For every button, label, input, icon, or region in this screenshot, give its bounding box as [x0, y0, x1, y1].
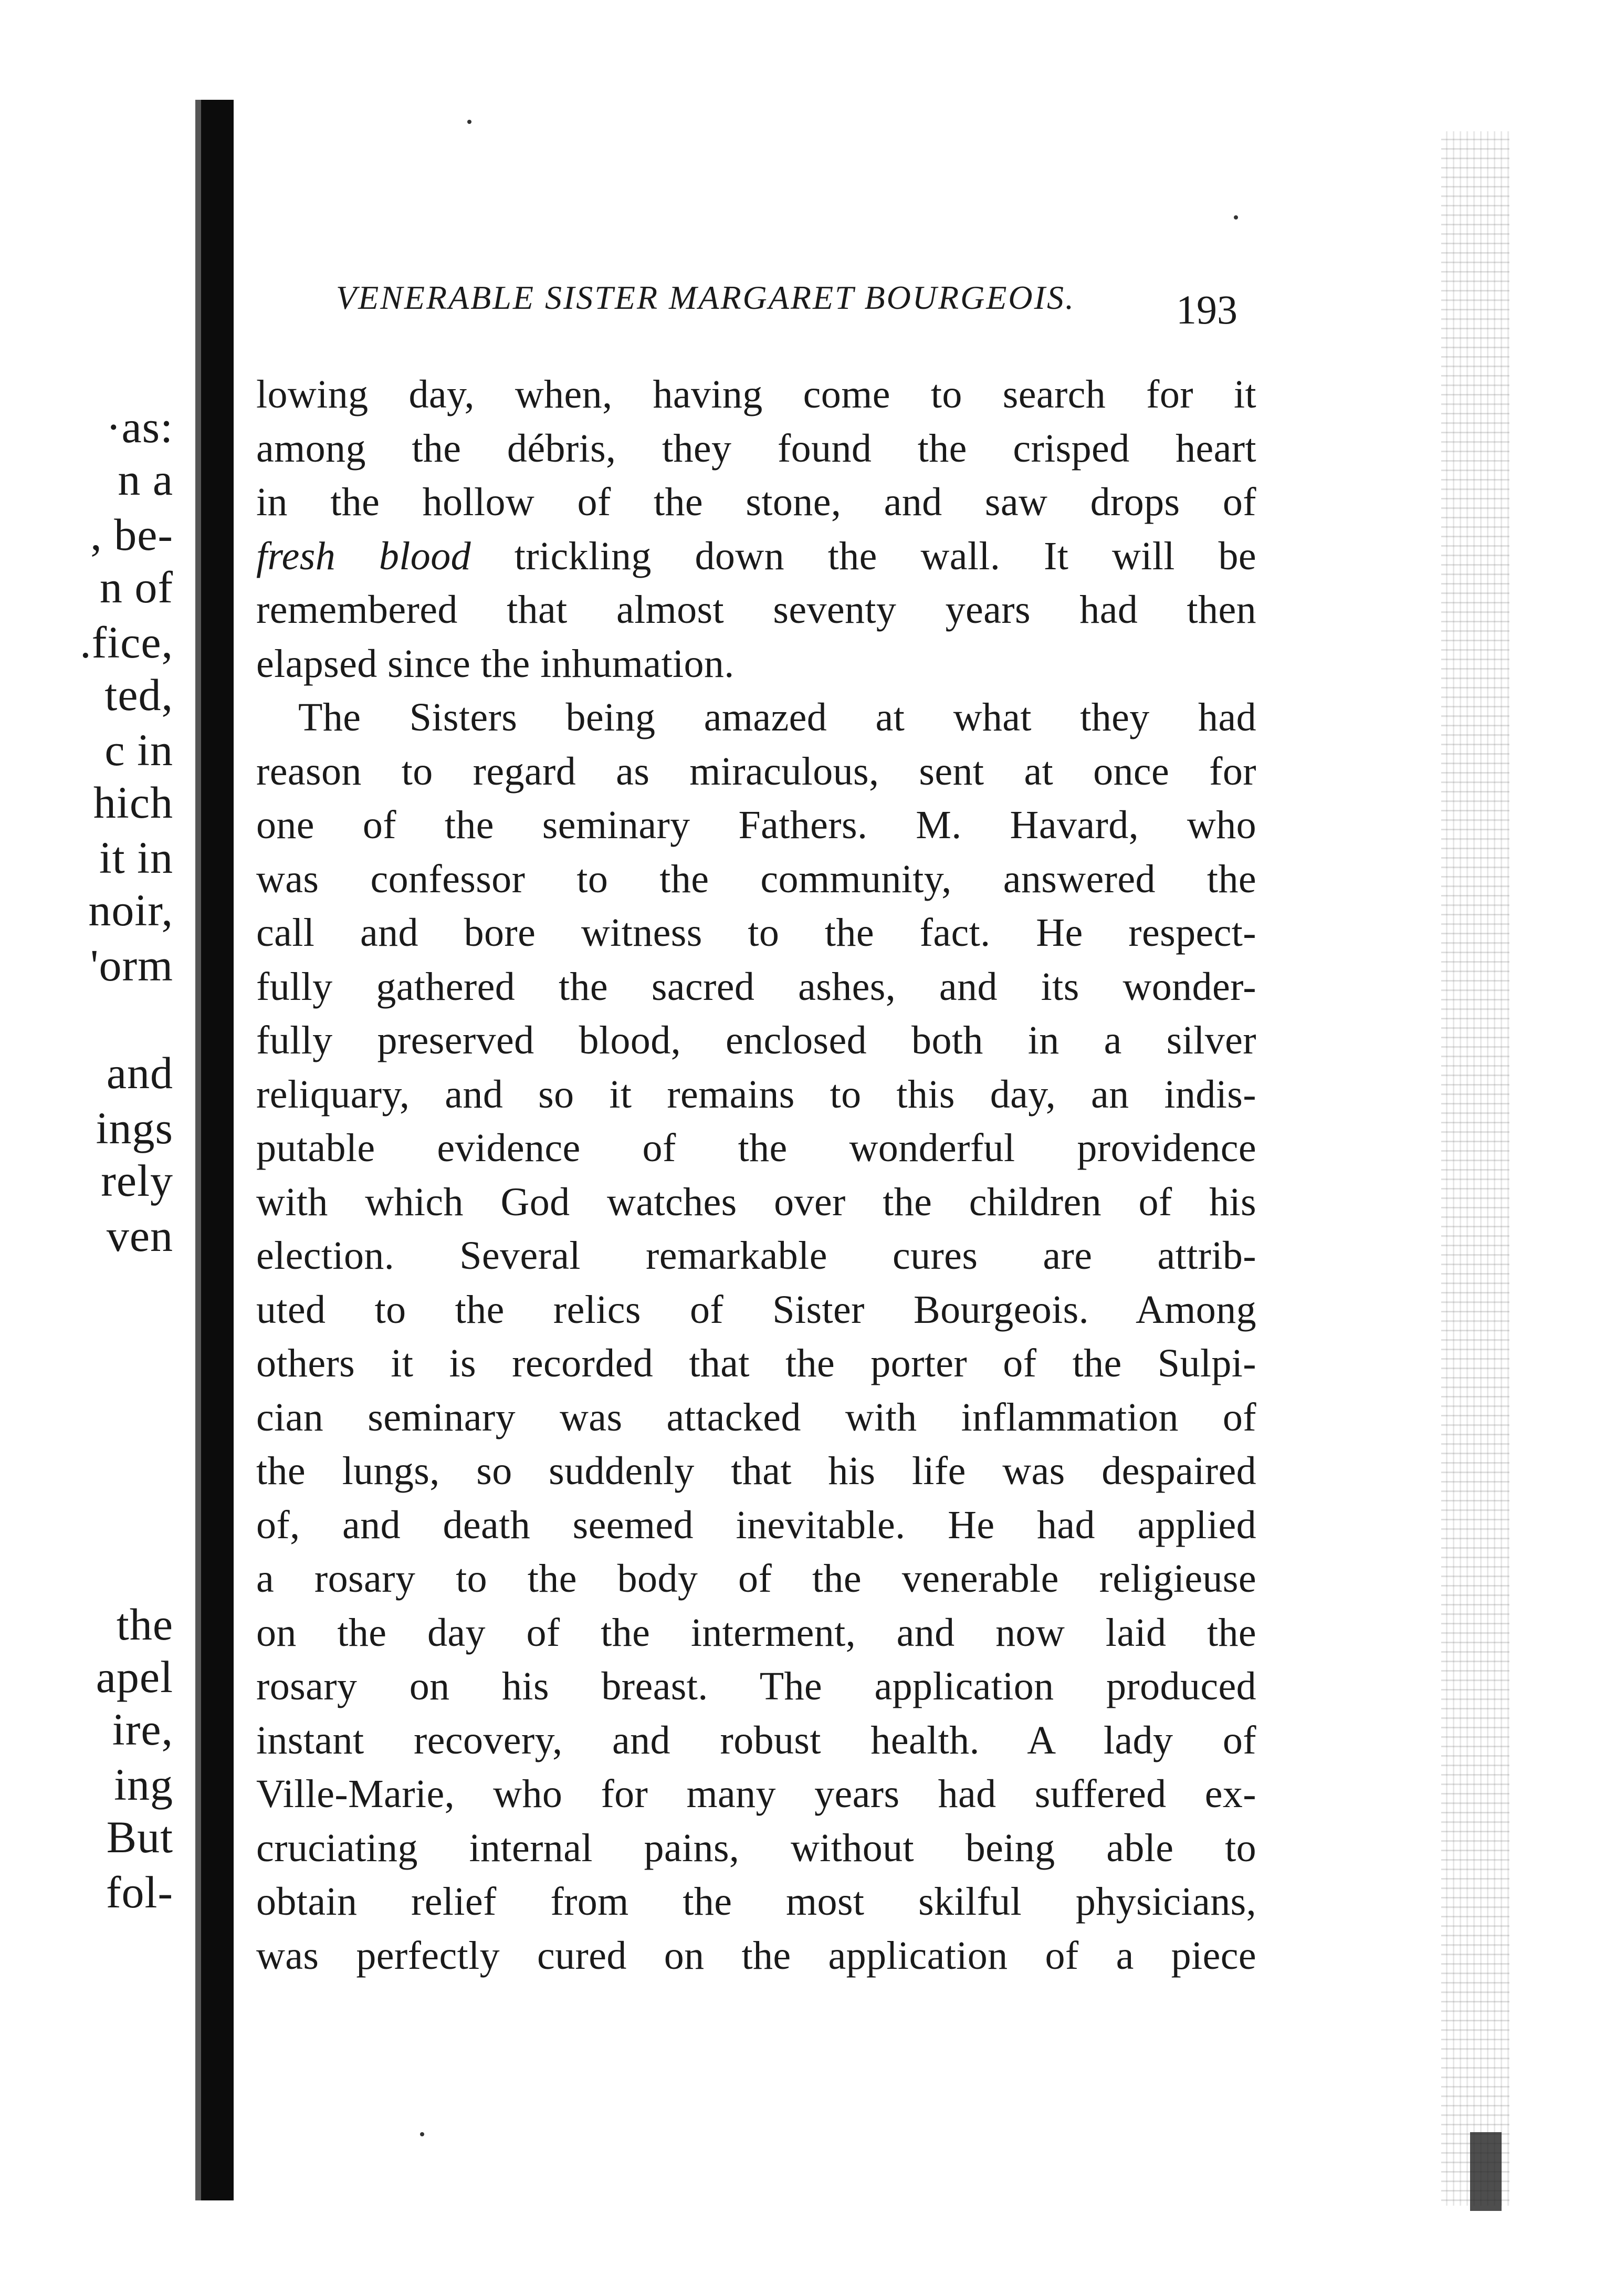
fragment: n of: [99, 562, 173, 612]
fragment: ted,: [104, 670, 173, 720]
text-line: obtain relief from the most skilful physicians,: [256, 1880, 1256, 1924]
fragment: fol-: [106, 1867, 173, 1917]
text-line: elapsed since the inhumation.: [256, 641, 735, 686]
fragment: , be-: [90, 509, 173, 560]
fragment: .fice,: [80, 617, 173, 667]
left-page-fragments: [0, 0, 200, 2296]
text-line: fully preserved blood, enclosed both in a silver: [256, 1018, 1256, 1062]
text-line: a rosary to the body of the venerable religieuse: [256, 1557, 1256, 1601]
text-line: one of the seminary Fathers. M. Havard, who: [256, 803, 1256, 847]
page-number: 193: [1176, 287, 1237, 332]
fragment: n a: [118, 454, 173, 505]
text-line: fully gathered the sacred ashes, and its wonder-: [256, 964, 1256, 1009]
text-line: cruciating internal pains, without being able to: [256, 1825, 1256, 1870]
fragment: But: [106, 1812, 173, 1862]
scan-speck: [420, 2132, 424, 2136]
body-text: [256, 368, 1256, 1982]
text-line: on the day of the interment, and now laid the: [256, 1610, 1256, 1655]
scan-speck: [1234, 215, 1238, 220]
fragment: ire,: [112, 1704, 173, 1755]
text-line: with which God watches over the children of his: [256, 1180, 1256, 1224]
text-line: putable evidence of the wonderful providence: [256, 1126, 1256, 1170]
text-line: cian seminary was attacked with inflammation of: [256, 1395, 1256, 1439]
fragment: ven: [106, 1210, 173, 1261]
text-line: instant recovery, and robust health. A lady of: [256, 1718, 1256, 1762]
fragment: it in: [99, 832, 173, 883]
text-line: reliquary, and so it remains to this day, an indis-: [256, 1072, 1256, 1116]
text-line: the lungs, so suddenly that his life was despaired: [256, 1449, 1256, 1493]
italic-phrase: fresh blood: [256, 534, 471, 578]
text-line: in the hollow of the stone, and saw drops of: [256, 480, 1256, 524]
fragment: ·as:: [106, 402, 173, 452]
fragment: hich: [93, 777, 173, 828]
text-line: among the débris, they found the crisped heart: [256, 426, 1256, 471]
fragment: c in: [104, 725, 173, 775]
fragment: apel: [96, 1652, 173, 1702]
fragment: rely: [101, 1155, 173, 1206]
running-head: VENERABLE SISTER MARGARET BOURGEOIS.: [336, 279, 1075, 316]
text-line: reason to regard as miraculous, sent at once for: [256, 749, 1256, 794]
page-edge-shadow: [1470, 2132, 1502, 2211]
scan-speck: [467, 120, 471, 124]
fragment: ing: [114, 1759, 173, 1810]
fragment: and: [106, 1048, 173, 1098]
text-line: of, and death seemed inevitable. He had applied: [256, 1502, 1256, 1547]
fragment: ings: [96, 1103, 173, 1153]
text-line: was confessor to the community, answered the: [256, 857, 1256, 901]
fragment: 'orm: [90, 940, 173, 990]
text-line: election. Several remarkable cures are attrib-: [256, 1234, 1256, 1278]
text-line: rosary on his breast. The application produced: [256, 1664, 1256, 1708]
text-line: uted to the relics of Sister Bourgeois. Among: [256, 1287, 1256, 1332]
fragment: the: [116, 1599, 173, 1650]
text-line: The Sisters being amazed at what they had: [298, 695, 1256, 739]
fragment: noir,: [88, 885, 173, 935]
text-line: call and bore witness to the fact. He respect-: [256, 911, 1256, 955]
text-line: lowing day, when, having come to search for it: [256, 372, 1256, 416]
text-line: was perfectly cured on the application of a piece: [256, 1933, 1256, 1978]
page-edge-texture: [1441, 131, 1509, 2206]
text-line: [256, 529, 1256, 583]
text-line: remembered that almost seventy years had then: [256, 588, 1256, 632]
binding-gutter: [201, 100, 234, 2200]
text-line: others it is recorded that the porter of the Sulpi-: [256, 1341, 1256, 1385]
text-line: Ville-Marie, who for many years had suffered ex-: [256, 1772, 1256, 1816]
text-line-rest: trickling down the wall. It will be: [514, 534, 1256, 578]
